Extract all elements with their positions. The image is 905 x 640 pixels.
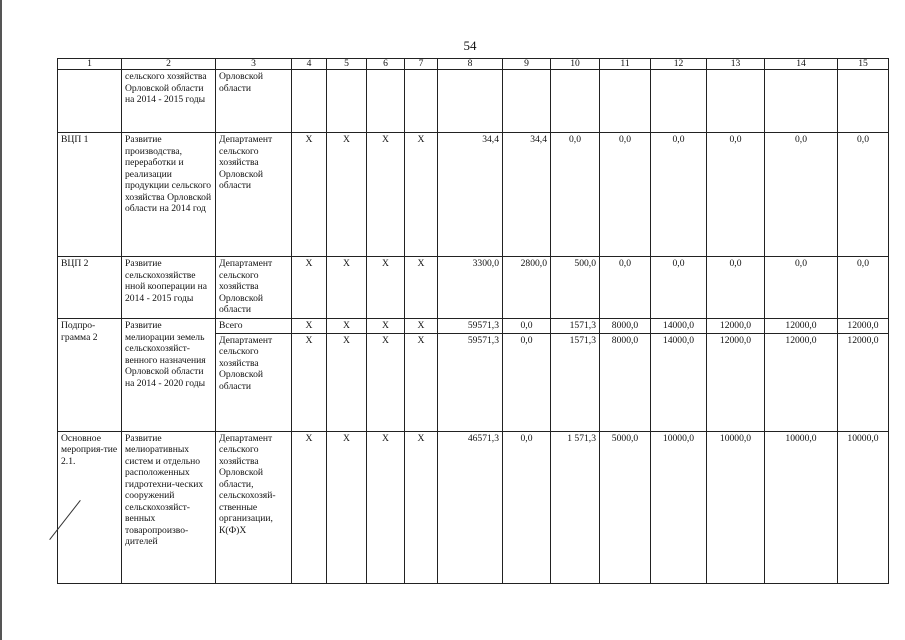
cell-value: Х <box>292 333 327 431</box>
cell-value: Х <box>327 257 367 319</box>
cell-value <box>651 70 707 133</box>
cell-value <box>765 70 838 133</box>
row-executor: Департамент сельского хозяйства Орловской области, сельскохозяй-ственные организации, К(Ф)Х <box>216 431 292 583</box>
col-header-4: 4 <box>292 59 327 70</box>
table-row <box>58 257 889 319</box>
cell-value: 0,0 <box>600 133 651 257</box>
cell-value: 59571,3 <box>438 319 503 334</box>
col-header-8: 8 <box>438 59 503 70</box>
cell-value: 0,0 <box>765 133 838 257</box>
cell-value: Х <box>405 133 438 257</box>
cell-value: 0,0 <box>838 133 889 257</box>
col-header-3: 3 <box>216 59 292 70</box>
row-code: Подпро-грамма 2 <box>58 319 122 432</box>
col-header-7: 7 <box>405 59 438 70</box>
cell-value: 14000,0 <box>651 333 707 431</box>
cell-value <box>600 70 651 133</box>
cell-value: Х <box>367 133 405 257</box>
col-header-9: 9 <box>503 59 551 70</box>
cell-value: Х <box>405 319 438 334</box>
cell-value: 0,0 <box>707 257 765 319</box>
cell-value: 0,0 <box>765 257 838 319</box>
col-header-15: 15 <box>838 59 889 70</box>
cell-value: 10000,0 <box>651 431 707 583</box>
cell-value: 12000,0 <box>765 319 838 334</box>
col-header-13: 13 <box>707 59 765 70</box>
row-code <box>58 70 122 133</box>
column-number-row <box>58 59 889 70</box>
cell-value: 12000,0 <box>707 333 765 431</box>
cell-value: 0,0 <box>503 431 551 583</box>
cell-value: 0,0 <box>838 257 889 319</box>
cell-value <box>707 70 765 133</box>
cell-value: Х <box>327 333 367 431</box>
cell-value: Х <box>405 333 438 431</box>
cell-value: 12000,0 <box>707 319 765 334</box>
col-header-5: 5 <box>327 59 367 70</box>
row-title: сельского хозяйства Орловской области на 2014 - 2015 годы <box>122 70 216 133</box>
cell-value <box>503 70 551 133</box>
row-code: ВЦП 1 <box>58 133 122 257</box>
cell-value: Х <box>327 319 367 334</box>
row-executor: Орловской области <box>216 70 292 133</box>
cell-value: 3300,0 <box>438 257 503 319</box>
cell-value: 0,0 <box>600 257 651 319</box>
col-header-14: 14 <box>765 59 838 70</box>
table-row <box>58 431 889 583</box>
cell-value: Х <box>292 133 327 257</box>
row-title: Развитие мелиорации земель сельскохозяйст-венного назначения Орловской области на 2014 - 2020 годы <box>122 319 216 432</box>
cell-value: 0,0 <box>503 333 551 431</box>
cell-value: 10000,0 <box>765 431 838 583</box>
row-executor: Департамент сельского хозяйства Орловской области <box>216 133 292 257</box>
cell-value: 46571,3 <box>438 431 503 583</box>
table-row <box>58 70 889 133</box>
cell-value <box>292 70 327 133</box>
cell-value: 8000,0 <box>600 319 651 334</box>
cell-value: Х <box>327 133 367 257</box>
cell-value: 59571,3 <box>438 333 503 431</box>
col-header-1: 1 <box>58 59 122 70</box>
cell-value: 14000,0 <box>651 319 707 334</box>
row-title: Развитие сельскохозяйстве нной кооперации на 2014 - 2015 годы <box>122 257 216 319</box>
cell-value: 0,0 <box>707 133 765 257</box>
cell-value: 34,4 <box>438 133 503 257</box>
cell-value <box>438 70 503 133</box>
row-title: Развитие производства, переработки и реализации продукции сельского хозяйства Орловской области на 2014 год <box>122 133 216 257</box>
page-number: 54 <box>463 38 477 53</box>
cell-value: Х <box>292 319 327 334</box>
cell-value: 1571,3 <box>551 333 600 431</box>
cell-value: 0,0 <box>651 133 707 257</box>
cell-value: 12000,0 <box>765 333 838 431</box>
cell-value: 8000,0 <box>600 333 651 431</box>
cell-value: Х <box>367 431 405 583</box>
table-row <box>58 319 889 334</box>
page-edge <box>0 0 2 640</box>
cell-value <box>367 70 405 133</box>
col-header-12: 12 <box>651 59 707 70</box>
cell-value: Х <box>292 431 327 583</box>
cell-value: Х <box>367 319 405 334</box>
row-executor: Департамент сельского хозяйства Орловской области <box>216 333 292 431</box>
cell-value: Х <box>327 431 367 583</box>
cell-value: 10000,0 <box>838 431 889 583</box>
cell-value: Х <box>367 257 405 319</box>
cell-value: Х <box>367 333 405 431</box>
cell-value: 2800,0 <box>503 257 551 319</box>
row-title: Развитие мелиоративных систем и отдельно расположенных гидротехни-ческих сооружений сельскохозяйст-венных товаропроизво-дителей <box>122 431 216 583</box>
cell-value: 10000,0 <box>707 431 765 583</box>
cell-value <box>551 70 600 133</box>
cell-value <box>405 70 438 133</box>
cell-value: 34,4 <box>503 133 551 257</box>
cell-value: 0,0 <box>651 257 707 319</box>
row-code: Основное мероприя-тие 2.1. <box>58 431 122 583</box>
row-code: ВЦП 2 <box>58 257 122 319</box>
cell-value: Х <box>405 431 438 583</box>
cell-value: 1 571,3 <box>551 431 600 583</box>
cell-value: 12000,0 <box>838 333 889 431</box>
cell-value: 0,0 <box>503 319 551 334</box>
cell-value: 12000,0 <box>838 319 889 334</box>
cell-value <box>327 70 367 133</box>
col-header-6: 6 <box>367 59 405 70</box>
col-header-10: 10 <box>551 59 600 70</box>
row-executor: Департамент сельского хозяйства Орловской области <box>216 257 292 319</box>
cell-value: Х <box>292 257 327 319</box>
cell-value: Х <box>405 257 438 319</box>
cell-value: 500,0 <box>551 257 600 319</box>
cell-value: 5000,0 <box>600 431 651 583</box>
cell-value: 1571,3 <box>551 319 600 334</box>
row-executor-total: Всего <box>216 319 292 334</box>
cell-value <box>838 70 889 133</box>
table-row <box>58 133 889 257</box>
budget-table <box>57 58 889 584</box>
col-header-11: 11 <box>600 59 651 70</box>
cell-value: 0,0 <box>551 133 600 257</box>
col-header-2: 2 <box>122 59 216 70</box>
